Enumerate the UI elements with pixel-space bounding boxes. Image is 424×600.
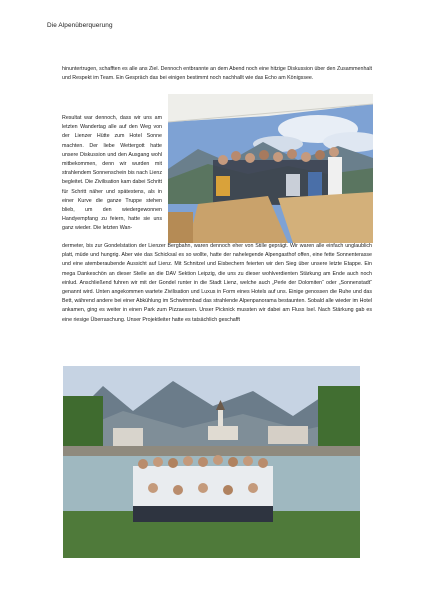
paragraph-last-hiking-day: Resultat war dennoch, dass wir uns am letzten Wandertag alle auf den Weg von der Lienzer Hütte zum Hotel Sonne machten. Der liebe Wettergott hatte unsere Diskussion und den Ausgang wohl mitbekommen, denn wir wurden mit strahlendem Sonnenschein bis nach Lienz begleitet. Die Zivilisation kam dabei Schritt für Schritt näher und spätestens, als in einer Kurve die ganze Truppe stehen blieb, um den wiedergewonnen Handyempfang zu feiern, hatte sie uns ganz wieder. Die letzten Wan- (62, 115, 162, 232)
paragraph-intro: hinuntertrugen, schafften es alle ans Ziel. Dennoch entbrannte an dem Abend noch eine hitzige Diskussion über den Zusammenhalt und Respekt im Team. Ein Gespräch das bei einigen bestimmt noch nachhallt wie das Echo am Königssee. (62, 66, 372, 82)
document-header: Die Alpenüberquerung (47, 22, 113, 29)
group-photo-terrace (168, 94, 373, 243)
group-photo-river (63, 366, 360, 558)
paragraph-lienz: dermeter, bis zur Gondelstation der Lienzer Bergbahn, waren dennoch eher von Stille geprägt. Wir waren alle einfach unglaublich platt, müde und hungrig. Aber wie das Schicksal es so wollte, hatte der nahelegende Alpengasthof offen, eine fette Sonnenterasse und eine atemberaubende Aussicht auf Lienz. Mit Schnitzel und Eisbechern feierten wir den Sieg über unsere letzte Etappe. Ein mega Dankeschön an dieser Stelle an die DAV Sektion Leipzig, die uns zu dieser wohlverdienten Stärkung am Ende auch noch einlud. Anschließend fuhren wir mit der Gondel runter in die Stadt Lienz, welche auch „Perle der Dolomiten“ oder „Sonnenstadt“ genannt wird. Unten angekommen wartete Zivilisation und Luxus in Form eines Hotels auf uns. Einige genossen die Ruhe und das Bett, während andere bei einer Abkühlung im Schwimmbad das strahlende Alpenpanorama bestaunten. Sobald alle wieder im Hotel ankamen, ging es weiter in einen Park zum Pizzaessen. Unser Picknick mussten wir dabei am Fluss Isel. Nach Stärkung gab es eine riesige Überraschung. Unser Projektleiter hatte es tatsächlich geschafft (62, 243, 372, 323)
